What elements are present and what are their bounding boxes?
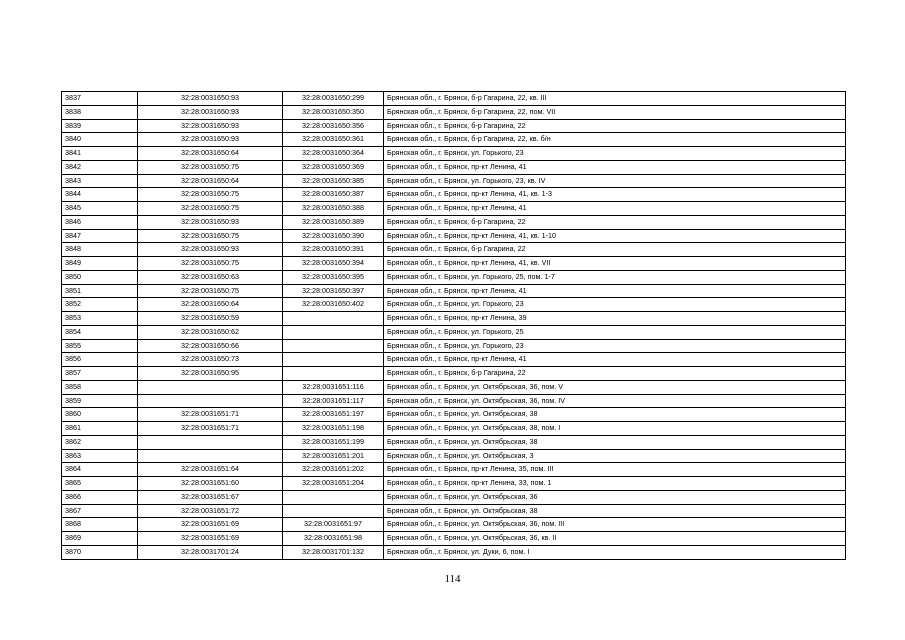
address-cell: Брянская обл., г. Брянск, б-р Гагарина, 22, кв. III <box>384 92 846 106</box>
row-number-cell: 3848 <box>62 243 138 257</box>
object-number-cell <box>283 312 384 326</box>
object-number-cell: 32:28:0031651:201 <box>283 449 384 463</box>
table-row <box>62 532 846 546</box>
row-number-cell: 3852 <box>62 298 138 312</box>
table-row <box>62 298 846 312</box>
object-number-cell <box>283 339 384 353</box>
address-cell: Брянская обл., г. Брянск, ул. Горького, 25 <box>384 325 846 339</box>
object-number-cell: 32:28:0031650:387 <box>283 188 384 202</box>
object-number-cell: 32:28:0031650:350 <box>283 105 384 119</box>
row-number-cell: 3869 <box>62 532 138 546</box>
address-cell: Брянская обл., г. Брянск, пр-кт Ленина, 41, кв. 1-3 <box>384 188 846 202</box>
table-row <box>62 105 846 119</box>
row-number-cell: 3844 <box>62 188 138 202</box>
object-number-cell: 32:28:0031650:397 <box>283 284 384 298</box>
table-row <box>62 215 846 229</box>
object-number-cell: 32:28:0031650:402 <box>283 298 384 312</box>
land-parcel-number-cell: 32:28:0031650:75 <box>138 202 283 216</box>
table-row <box>62 147 846 161</box>
row-number-cell: 3854 <box>62 325 138 339</box>
table-row <box>62 325 846 339</box>
address-cell: Брянская обл., г. Брянск, пр-кт Ленина, 41, кв. VII <box>384 257 846 271</box>
land-parcel-number-cell: 32:28:0031650:66 <box>138 339 283 353</box>
land-parcel-number-cell: 32:28:0031651:64 <box>138 463 283 477</box>
table-row <box>62 243 846 257</box>
cadastral-register-table <box>61 91 846 560</box>
land-parcel-number-cell: 32:28:0031650:93 <box>138 133 283 147</box>
address-cell: Брянская обл., г. Брянск, ул. Октябрьская, 38 <box>384 504 846 518</box>
object-number-cell: 32:28:0031701:132 <box>283 545 384 559</box>
land-parcel-number-cell: 32:28:0031650:75 <box>138 229 283 243</box>
land-parcel-number-cell: 32:28:0031650:75 <box>138 160 283 174</box>
address-cell: Брянская обл., г. Брянск, пр-кт Ленина, 33, пом. 1 <box>384 477 846 491</box>
address-cell: Брянская обл., г. Брянск, пр-кт Ленина, 41 <box>384 353 846 367</box>
address-cell: Брянская обл., г. Брянск, б-р Гагарина, 22, кв. б/н <box>384 133 846 147</box>
row-number-cell: 3845 <box>62 202 138 216</box>
row-number-cell: 3866 <box>62 490 138 504</box>
land-parcel-number-cell: 32:28:0031650:93 <box>138 215 283 229</box>
address-cell: Брянская обл., г. Брянск, ул. Горького, 25, пом. 1-7 <box>384 270 846 284</box>
row-number-cell: 3867 <box>62 504 138 518</box>
address-cell: Брянская обл., г. Брянск, б-р Гагарина, 22 <box>384 215 846 229</box>
land-parcel-number-cell: 32:28:0031650:75 <box>138 188 283 202</box>
row-number-cell: 3855 <box>62 339 138 353</box>
table-body <box>62 92 846 560</box>
land-parcel-number-cell <box>138 435 283 449</box>
address-cell: Брянская обл., г. Брянск, б-р Гагарина, 22, пом. VII <box>384 105 846 119</box>
object-number-cell: 32:28:0031651:198 <box>283 422 384 436</box>
row-number-cell: 3868 <box>62 518 138 532</box>
object-number-cell: 32:28:0031650:299 <box>283 92 384 106</box>
land-parcel-number-cell <box>138 380 283 394</box>
row-number-cell: 3864 <box>62 463 138 477</box>
address-cell: Брянская обл., г. Брянск, б-р Гагарина, 22 <box>384 119 846 133</box>
address-cell: Брянская обл., г. Брянск, ул. Октябрьская, 36, пом. V <box>384 380 846 394</box>
row-number-cell: 3870 <box>62 545 138 559</box>
land-parcel-number-cell: 32:28:0031650:64 <box>138 298 283 312</box>
land-parcel-number-cell: 32:28:0031650:73 <box>138 353 283 367</box>
table-row <box>62 422 846 436</box>
address-cell: Брянская обл., г. Брянск, пр-кт Ленина, 41 <box>384 202 846 216</box>
land-parcel-number-cell: 32:28:0031651:69 <box>138 518 283 532</box>
row-number-cell: 3860 <box>62 408 138 422</box>
address-cell: Брянская обл., г. Брянск, пр-кт Ленина, 35, пом. III <box>384 463 846 477</box>
object-number-cell: 32:28:0031650:394 <box>283 257 384 271</box>
address-cell: Брянская обл., г. Брянск, ул. Дуки, 6, пом. I <box>384 545 846 559</box>
table-row <box>62 490 846 504</box>
row-number-cell: 3839 <box>62 119 138 133</box>
land-parcel-number-cell: 32:28:0031650:64 <box>138 147 283 161</box>
row-number-cell: 3847 <box>62 229 138 243</box>
row-number-cell: 3843 <box>62 174 138 188</box>
address-cell: Брянская обл., г. Брянск, ул. Октябрьская, 36, пом. IV <box>384 394 846 408</box>
object-number-cell: 32:28:0031651:97 <box>283 518 384 532</box>
land-parcel-number-cell: 32:28:0031651:71 <box>138 422 283 436</box>
address-cell: Брянская обл., г. Брянск, ул. Октябрьская, 3 <box>384 449 846 463</box>
land-parcel-number-cell: 32:28:0031650:93 <box>138 92 283 106</box>
object-number-cell: 32:28:0031650:390 <box>283 229 384 243</box>
table-row <box>62 119 846 133</box>
land-parcel-number-cell: 32:28:0031650:75 <box>138 284 283 298</box>
land-parcel-number-cell <box>138 394 283 408</box>
table-row <box>62 229 846 243</box>
address-cell: Брянская обл., г. Брянск, пр-кт Ленина, 39 <box>384 312 846 326</box>
row-number-cell: 3850 <box>62 270 138 284</box>
object-number-cell: 32:28:0031650:361 <box>283 133 384 147</box>
object-number-cell: 32:28:0031650:385 <box>283 174 384 188</box>
object-number-cell: 32:28:0031650:391 <box>283 243 384 257</box>
address-cell: Брянская обл., г. Брянск, ул. Октябрьская, 38 <box>384 435 846 449</box>
row-number-cell: 3856 <box>62 353 138 367</box>
object-number-cell: 32:28:0031651:116 <box>283 380 384 394</box>
row-number-cell: 3841 <box>62 147 138 161</box>
table-row <box>62 133 846 147</box>
table-row <box>62 339 846 353</box>
object-number-cell: 32:28:0031650:364 <box>283 147 384 161</box>
land-parcel-number-cell: 32:28:0031650:93 <box>138 119 283 133</box>
address-cell: Брянская обл., г. Брянск, ул. Октябрьская, 38, пом. I <box>384 422 846 436</box>
address-cell: Брянская обл., г. Брянск, ул. Октябрьская, 38 <box>384 408 846 422</box>
row-number-cell: 3840 <box>62 133 138 147</box>
address-cell: Брянская обл., г. Брянск, б-р Гагарина, 22 <box>384 243 846 257</box>
object-number-cell <box>283 325 384 339</box>
object-number-cell <box>283 504 384 518</box>
table-row <box>62 257 846 271</box>
object-number-cell: 32:28:0031650:389 <box>283 215 384 229</box>
table-row <box>62 353 846 367</box>
table-row <box>62 92 846 106</box>
row-number-cell: 3865 <box>62 477 138 491</box>
address-cell: Брянская обл., г. Брянск, ул. Октябрьская, 36, пом. III <box>384 518 846 532</box>
table-row <box>62 270 846 284</box>
row-number-cell: 3859 <box>62 394 138 408</box>
land-parcel-number-cell: 32:28:0031650:75 <box>138 257 283 271</box>
land-parcel-number-cell: 32:28:0031650:95 <box>138 367 283 381</box>
row-number-cell: 3837 <box>62 92 138 106</box>
address-cell: Брянская обл., г. Брянск, пр-кт Ленина, 41 <box>384 160 846 174</box>
row-number-cell: 3838 <box>62 105 138 119</box>
object-number-cell: 32:28:0031650:356 <box>283 119 384 133</box>
row-number-cell: 3863 <box>62 449 138 463</box>
address-cell: Брянская обл., г. Брянск, ул. Горького, 23, кв. IV <box>384 174 846 188</box>
address-cell: Брянская обл., г. Брянск, б-р Гагарина, 22 <box>384 367 846 381</box>
address-cell: Брянская обл., г. Брянск, ул. Горького, 23 <box>384 147 846 161</box>
row-number-cell: 3846 <box>62 215 138 229</box>
table-row <box>62 408 846 422</box>
land-parcel-number-cell: 32:28:0031651:69 <box>138 532 283 546</box>
object-number-cell: 32:28:0031651:204 <box>283 477 384 491</box>
row-number-cell: 3849 <box>62 257 138 271</box>
address-cell: Брянская обл., г. Брянск, ул. Октябрьская, 36 <box>384 490 846 504</box>
row-number-cell: 3853 <box>62 312 138 326</box>
table-row <box>62 312 846 326</box>
table-row <box>62 174 846 188</box>
land-parcel-number-cell: 32:28:0031651:60 <box>138 477 283 491</box>
table-row <box>62 188 846 202</box>
table-row <box>62 380 846 394</box>
table-row <box>62 449 846 463</box>
object-number-cell: 32:28:0031651:202 <box>283 463 384 477</box>
table-row <box>62 202 846 216</box>
land-parcel-number-cell: 32:28:0031651:72 <box>138 504 283 518</box>
table-row <box>62 463 846 477</box>
object-number-cell: 32:28:0031650:395 <box>283 270 384 284</box>
object-number-cell: 32:28:0031651:197 <box>283 408 384 422</box>
row-number-cell: 3861 <box>62 422 138 436</box>
address-cell: Брянская обл., г. Брянск, ул. Горького, 23 <box>384 339 846 353</box>
row-number-cell: 3851 <box>62 284 138 298</box>
row-number-cell: 3862 <box>62 435 138 449</box>
address-cell: Брянская обл., г. Брянск, пр-кт Ленина, 41, кв. 1-10 <box>384 229 846 243</box>
land-parcel-number-cell: 32:28:0031650:93 <box>138 243 283 257</box>
land-parcel-number-cell: 32:28:0031650:93 <box>138 105 283 119</box>
table-row <box>62 160 846 174</box>
row-number-cell: 3858 <box>62 380 138 394</box>
address-cell: Брянская обл., г. Брянск, ул. Горького, 23 <box>384 298 846 312</box>
object-number-cell: 32:28:0031650:369 <box>283 160 384 174</box>
land-parcel-number-cell: 32:28:0031651:71 <box>138 408 283 422</box>
table-row <box>62 477 846 491</box>
land-parcel-number-cell <box>138 449 283 463</box>
object-number-cell: 32:28:0031651:98 <box>283 532 384 546</box>
object-number-cell: 32:28:0031651:199 <box>283 435 384 449</box>
table-row <box>62 545 846 559</box>
table-row <box>62 504 846 518</box>
address-cell: Брянская обл., г. Брянск, ул. Октябрьская, 36, кв. II <box>384 532 846 546</box>
land-parcel-number-cell: 32:28:0031650:59 <box>138 312 283 326</box>
object-number-cell <box>283 353 384 367</box>
land-parcel-number-cell: 32:28:0031651:67 <box>138 490 283 504</box>
object-number-cell <box>283 490 384 504</box>
table-row <box>62 284 846 298</box>
table-row <box>62 435 846 449</box>
row-number-cell: 3842 <box>62 160 138 174</box>
object-number-cell <box>283 367 384 381</box>
address-cell: Брянская обл., г. Брянск, пр-кт Ленина, 41 <box>384 284 846 298</box>
table-row <box>62 518 846 532</box>
object-number-cell: 32:28:0031650:388 <box>283 202 384 216</box>
table-row <box>62 367 846 381</box>
land-parcel-number-cell: 32:28:0031650:64 <box>138 174 283 188</box>
object-number-cell: 32:28:0031651:117 <box>283 394 384 408</box>
table-row <box>62 394 846 408</box>
land-parcel-number-cell: 32:28:0031650:62 <box>138 325 283 339</box>
row-number-cell: 3857 <box>62 367 138 381</box>
land-parcel-number-cell: 32:28:0031701:24 <box>138 545 283 559</box>
page-number: 114 <box>444 573 461 585</box>
land-parcel-number-cell: 32:28:0031650:63 <box>138 270 283 284</box>
